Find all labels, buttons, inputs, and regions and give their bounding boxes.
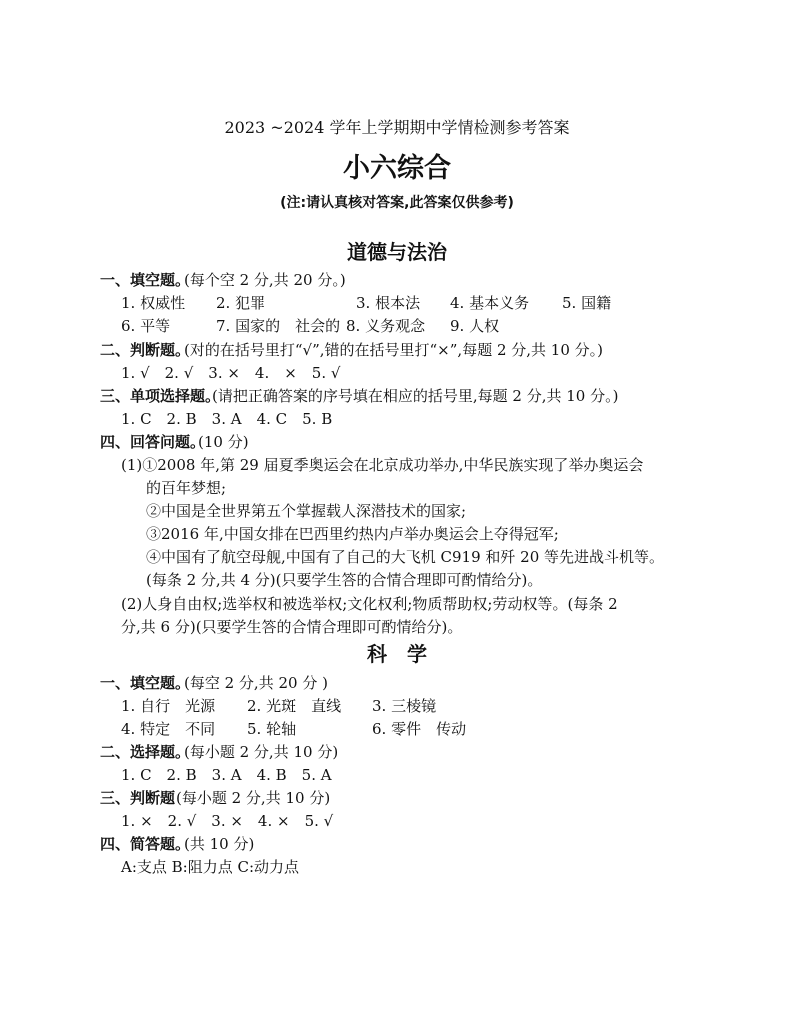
section-title-science: 科 学	[367, 642, 427, 666]
answer-line: ③2016 年,中国女排在巴西里约热内卢举办奥运会上夺得冠军;	[146, 525, 559, 543]
answer-item: 4. 特定 不同	[121, 720, 216, 738]
science-q3-answers: 1. × 2. √ 3. × 4. × 5. √	[121, 812, 334, 830]
section-heading: 三、判断题	[100, 789, 176, 807]
section-heading: 一、填空题。	[100, 271, 191, 289]
answer-item: 6. 平等	[121, 317, 171, 335]
answer-line: ④中国有了航空母舰,中国有了自己的大飞机 C919 和歼 20 等先进战斗机等。	[146, 548, 665, 566]
answer-item: 9. 人权	[450, 317, 500, 335]
morality-q3-answers: 1. C 2. B 3. A 4. C 5. B	[121, 410, 333, 428]
answer-item: 3. 三棱镜	[372, 697, 437, 715]
answer-line: (每条 2 分,共 4 分)(只要学生答的合情合理即可酌情给分)。	[146, 571, 543, 589]
science-q4-answers: A:支点 B:阻力点 C:动力点	[121, 858, 300, 876]
section-rule: (每小题 2 分,共 10 分)	[184, 743, 339, 761]
section-heading: 三、单项选择题。	[100, 387, 221, 405]
answer-item: 4. 基本义务	[450, 294, 530, 312]
section-heading: 一、填空题。	[100, 674, 191, 692]
section-heading: 四、简答题。	[100, 835, 191, 853]
section-rule: (每个空 2 分,共 20 分。)	[184, 271, 346, 289]
answer-item: 7. 国家的 社会的	[216, 317, 341, 335]
section-heading: 二、选择题。	[100, 743, 191, 761]
morality-q2-answers: 1. √ 2. √ 3. × 4. × 5. √	[121, 364, 341, 382]
answer-line: (2)人身自由权;选举权和被选举权;文化权利;物质帮助权;劳动权等。(每条 2	[121, 595, 618, 613]
answer-line: 分,共 6 分)(只要学生答的合情合理即可酌情给分)。	[121, 618, 463, 636]
exam-title: 2023 ~2024 学年上学期期中学情检测参考答案	[224, 118, 570, 137]
section-rule: (每空 2 分,共 20 分 )	[184, 674, 328, 692]
answer-item: 1. 权威性	[121, 294, 186, 312]
answer-item: 5. 国籍	[562, 294, 612, 312]
section-rule: (请把正确答案的序号填在相应的括号里,每题 2 分,共 10 分。)	[212, 387, 619, 405]
answer-item: 8. 义务观念	[346, 317, 426, 335]
section-heading: 二、判断题。	[100, 341, 191, 359]
answer-item: 6. 零件 传动	[372, 720, 467, 738]
section-rule: (每小题 2 分,共 10 分)	[176, 789, 331, 807]
section-rule: (10 分)	[198, 433, 249, 451]
answer-item: 2. 犯罪	[216, 294, 266, 312]
section-title-morality: 道德与法治	[347, 240, 447, 264]
answer-item: 3. 根本法	[356, 294, 421, 312]
answer-item: 5. 轮轴	[247, 720, 297, 738]
answer-line: 的百年梦想;	[146, 479, 227, 497]
answer-line: (1)①2008 年,第 29 届夏季奥运会在北京成功举办,中华民族实现了举办奥运会	[121, 456, 644, 474]
science-q2-answers: 1. C 2. B 3. A 4. B 5. A	[121, 766, 332, 784]
section-rule: (对的在括号里打“√”,错的在括号里打“×”,每题 2 分,共 10 分。)	[184, 341, 604, 359]
answer-line: ②中国是全世界第五个掌握载人深潜技术的国家;	[146, 502, 467, 520]
subject-title: 小六综合	[343, 153, 451, 184]
section-rule: (共 10 分)	[184, 835, 255, 853]
answer-item: 2. 光斑 直线	[247, 697, 342, 715]
note: (注:请认真核对答案,此答案仅供参考)	[280, 195, 514, 211]
answer-item: 1. 自行 光源	[121, 697, 216, 715]
section-heading: 四、回答问题。	[100, 433, 206, 451]
